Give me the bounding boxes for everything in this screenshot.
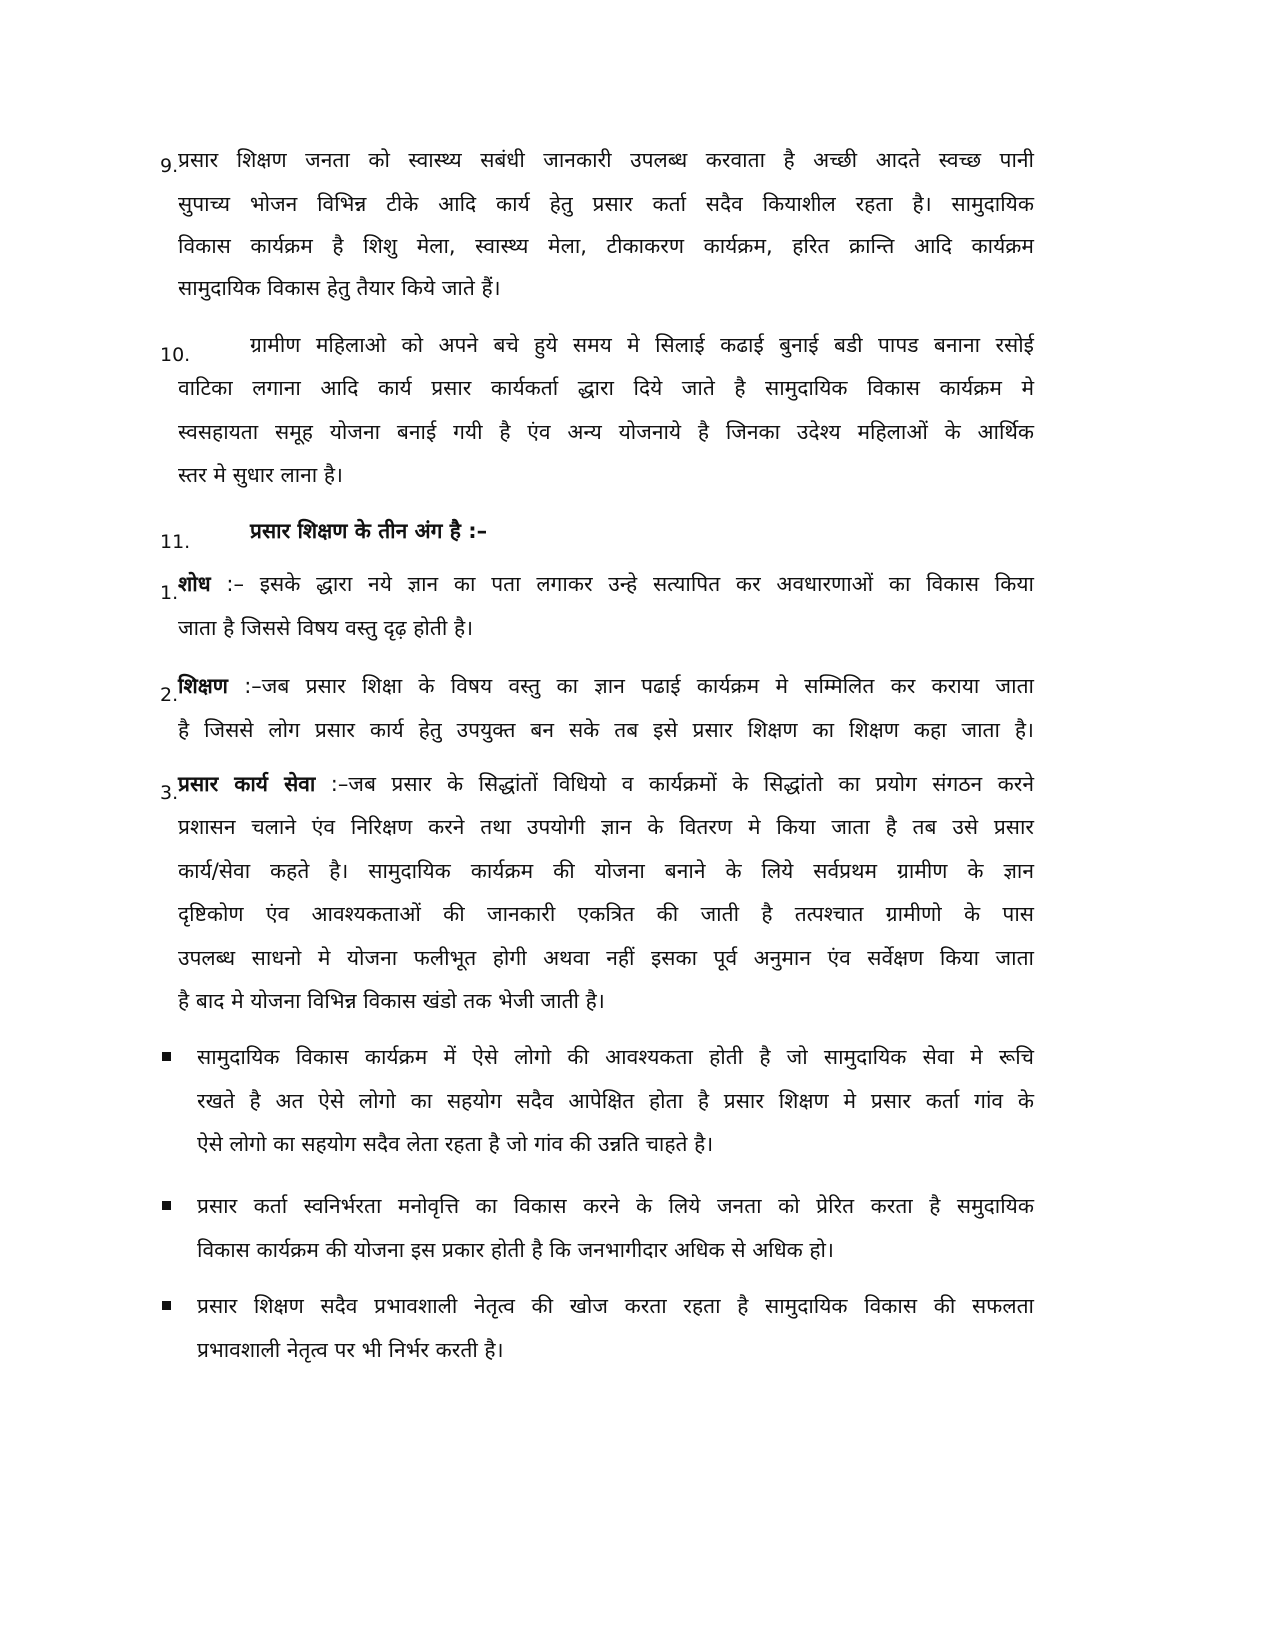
paragraph-line: वाटिका लगाना आदि कार्य प्रसार कार्यकर्ता द्धारा दिये जाते है सामुदायिक विकास कार्यक्रम मे bbox=[178, 376, 1034, 400]
paragraph-line: जाता है जिससे विषय वस्तु दृढ़ होती है। bbox=[178, 616, 474, 640]
item-number: 10. bbox=[160, 344, 191, 366]
paragraph-line: शोध :– इसके द्धारा नये ज्ञान का पता लगाकर उन्हे सत्यापित कर अवधारणाओं का विकास किया bbox=[178, 572, 1034, 596]
paragraph-line: सुपाच्य भोजन विभिन्न टीके आदि कार्य हेतु प्रसार कर्ता सदैव कियाशील रहता है। सामुदायिक bbox=[178, 192, 1034, 216]
paragraph-line: ग्रामीण महिलाओ को अपने बचे हुये समय मे सिलाई कढाई बुनाई बडी पापड बनाना रसोई bbox=[250, 333, 1034, 357]
paragraph-line: दृष्टिकोण एंव आवश्यकताओं की जानकारी एकत्रित की जाती है तत्पश्चात ग्रामीणो के पास bbox=[178, 902, 1034, 926]
paragraph-line: प्रसार शिक्षण जनता को स्वास्थ्य सबंधी जानकारी उपलब्ध करवाता है अच्छी आदते स्वच्छ पानी bbox=[178, 148, 1034, 172]
item-number: 11. bbox=[160, 531, 191, 553]
paragraph-line: प्रसार कार्य सेवा :–जब प्रसार के सिद्धांतों विधियो व कार्यक्रमों के सिद्धांतो का प्रयोग संगठन करने bbox=[178, 772, 1034, 796]
part-term: प्रसार कार्य सेवा bbox=[178, 772, 316, 796]
paragraph-line: प्रसार शिक्षण सदैव प्रभावशाली नेतृत्व की खोज करता रहता है सामुदायिक विकास की सफलता bbox=[197, 1294, 1034, 1318]
paragraph-line: सामुदायिक विकास कार्यक्रम में ऐसे लोगो की आवश्यकता होती है जो सामुदायिक सेवा मे रूचि bbox=[197, 1045, 1034, 1069]
paragraph-line: है जिससे लोग प्रसार कार्य हेतु उपयुक्त बन सके तब इसे प्रसार शिक्षण का शिक्षण कहा जाता है। bbox=[178, 718, 1034, 742]
bullet-marker bbox=[162, 1052, 171, 1061]
part-number: 3. bbox=[160, 782, 179, 804]
paragraph-line: ऐसे लोगो का सहयोग सदैव लेता रहता है जो गांव की उन्नति चाहते है। bbox=[197, 1132, 714, 1156]
part-number: 1. bbox=[160, 582, 179, 604]
paragraph-line: रखते है अत ऐसे लोगो का सहयोग सदैव आपेक्षित होता है प्रसार शिक्षण मे प्रसार कर्ता गांव के bbox=[197, 1089, 1034, 1113]
item-number: 9. bbox=[160, 155, 179, 177]
paragraph-line: सामुदायिक विकास हेतु तैयार किये जाते हैं। bbox=[178, 276, 501, 300]
part-number: 2. bbox=[160, 684, 179, 706]
part-term: शोध bbox=[178, 572, 211, 596]
paragraph-line: स्तर मे सुधार लाना है। bbox=[178, 463, 344, 487]
paragraph-line: प्रशासन चलाने एंव निरिक्षण करने तथा उपयोगी ज्ञान के वितरण मे किया जाता है तब उसे प्रसार bbox=[178, 815, 1034, 839]
paragraph-line: प्रभावशाली नेतृत्व पर भी निर्भर करती है। bbox=[197, 1338, 504, 1362]
paragraph-line: विकास कार्यक्रम है शिशु मेला, स्वास्थ्य मेला, टीकाकरण कार्यक्रम, हरित क्रान्ति आदि कार्यक्रम bbox=[178, 234, 1034, 258]
paragraph-line: कार्य/सेवा कहते है। सामुदायिक कार्यक्रम की योजना बनाने के लिये सर्वप्रथम ग्रामीण के ज्ञान bbox=[178, 859, 1034, 883]
paragraph-line: स्वसहायता समूह योजना बनाई गयी है एंव अन्य योजनाये है जिनका उदेश्य महिलाओं के आर्थिक bbox=[178, 420, 1034, 444]
bullet-marker bbox=[162, 1201, 171, 1210]
section-heading: प्रसार शिक्षण के तीन अंग है :– bbox=[250, 519, 488, 543]
bullet-marker bbox=[162, 1301, 171, 1310]
paragraph-line: है बाद मे योजना विभिन्न विकास खंडो तक भेजी जाती है। bbox=[178, 989, 605, 1013]
paragraph-line: उपलब्ध साधनो मे योजना फलीभूत होगी अथवा नहीं इसका पूर्व अनुमान एंव सर्वेक्षण किया जाता bbox=[178, 946, 1034, 970]
paragraph-line: प्रसार कर्ता स्वनिर्भरता मनोवृत्ति का विकास करने के लिये जनता को प्रेरित करता है समुदायिक bbox=[197, 1194, 1034, 1218]
paragraph-line: शिक्षण :–जब प्रसार शिक्षा के विषय वस्तु का ज्ञान पढाई कार्यक्रम मे सम्मिलित कर कराया जाता bbox=[178, 674, 1034, 698]
part-term: शिक्षण bbox=[178, 674, 228, 698]
paragraph-line: विकास कार्यक्रम की योजना इस प्रकार होती है कि जनभागीदार अधिक से अधिक हो। bbox=[197, 1238, 834, 1262]
